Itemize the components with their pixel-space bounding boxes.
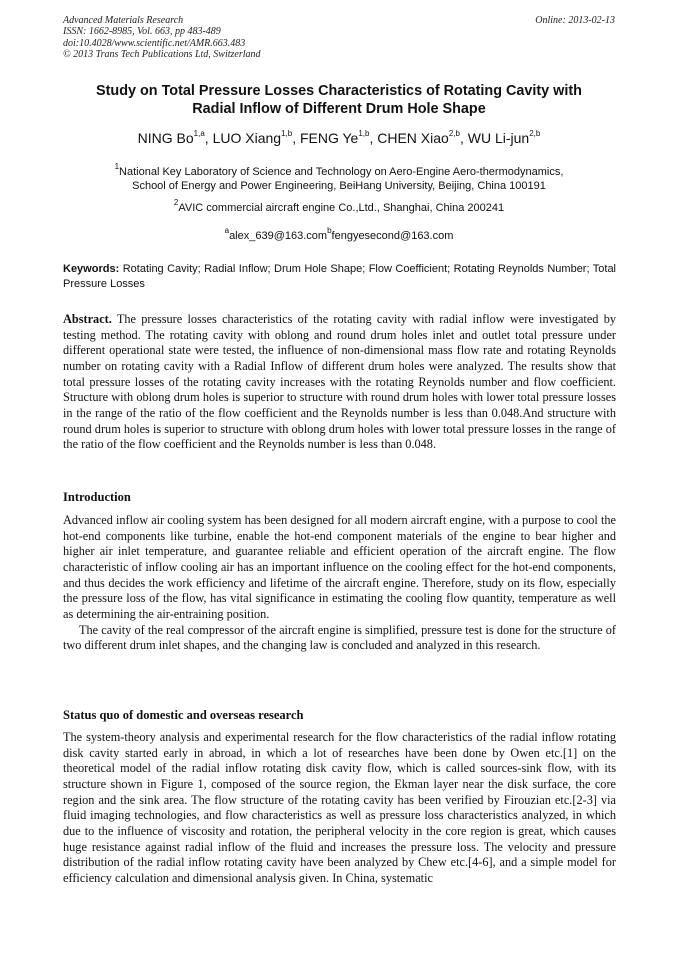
- abstract-text: The pressure losses characteristics of the rotating cavity with radial inflow were investigated by testing method. The rotating cavity with oblong and round drum holes inlet and outlet total pressure under different operational state were tested, the influence of non-dimensional mass flow rate and rotating Reynolds number on rotating cavity with a Radial Inflow of different drum holes were analyzed. The results show that total pressure losses of the rotating cavity increases with the rotating Reynolds number and flow coefficient. Structure with oblong drum holes is superior to structure with round drum holes with lower total pressure losses in the range of the ratio of the flow coefficient and the Reynolds number is less than 0.048.And structure with round drum holes is superior to structure with oblong drum holes with lower total pressure losses in the range of the ratio of the flow coefficient and the Reynolds number is less than 0.048.: [63, 312, 616, 452]
- author-affiliation-mark: 2,b: [448, 129, 460, 139]
- journal-header: [63, 15, 615, 61]
- author-name: LUO Xiang: [212, 130, 282, 146]
- title-line-1: Study on Total Pressure Losses Characteristics of Rotating Cavity with: [96, 83, 582, 99]
- abstract: [63, 312, 616, 453]
- author-affiliation-mark: 1,a: [193, 129, 205, 139]
- paper-title: [40, 82, 638, 118]
- affiliation-1-line-2: School of Energy and Power Engineering, BeiHang University, Beijing, China 100191: [132, 180, 546, 193]
- email-b[interactable]: fengyesecond@163.com: [331, 230, 454, 242]
- keywords-label: Keywords:: [63, 263, 120, 275]
- author-name: FENG Ye: [299, 130, 359, 146]
- author-list: [40, 129, 638, 147]
- introduction-body: [63, 513, 616, 654]
- introduction-paragraph-2: The cavity of the real compressor of the aircraft engine is simplified, pressure test is done for the structure of two different drum inlet shapes, and the changing law is concluded and analyzed in this research.: [63, 622, 616, 653]
- affiliation-mark: 2: [173, 198, 179, 208]
- copyright-line: © 2013 Trans Tech Publications Ltd, Switzerland: [63, 49, 261, 61]
- author-emails: [40, 226, 638, 243]
- affiliation-2-text: AVIC commercial aircraft engine Co.,Ltd., Shanghai, China 200241: [178, 202, 505, 214]
- affiliation-mark: 1: [114, 162, 120, 172]
- author-separator: ,: [204, 130, 213, 146]
- introduction-heading: Introduction: [63, 490, 131, 504]
- email-mark: a: [224, 226, 230, 236]
- journal-name: Advanced Materials Research: [63, 15, 184, 26]
- online-date: Online: 2013-02-13: [535, 15, 615, 26]
- author-affiliation-mark: 1,b: [358, 129, 370, 139]
- status-quo-body: [63, 730, 616, 887]
- issn-line: ISSN: 1662-8985, Vol. 663, pp 483-489: [63, 26, 221, 38]
- abstract-label: Abstract.: [63, 312, 112, 326]
- doi-line[interactable]: doi:10.4028/www.scientific.net/AMR.663.483: [63, 37, 246, 49]
- status-quo-heading: Status quo of domestic and overseas research: [63, 708, 304, 722]
- author-separator: ,: [459, 130, 468, 146]
- email-mark: b: [327, 226, 332, 236]
- title-line-2: Radial Inflow of Different Drum Hole Shape: [192, 101, 486, 117]
- keywords-text: Rotating Cavity; Radial Inflow; Drum Hole Shape; Flow Coefficient; Rotating Reynolds Number; Total Pressure Losses: [63, 263, 617, 290]
- author-name: CHEN Xiao: [377, 130, 449, 146]
- author-separator: ,: [369, 130, 378, 146]
- author-separator: ,: [292, 130, 300, 146]
- affiliation-2: [40, 198, 638, 215]
- author-name: NING Bo: [137, 130, 194, 146]
- affiliation-1-line-1: National Key Laboratory of Science and Technology on Aero-Engine Aero-thermodynamics,: [119, 166, 564, 178]
- affiliation-1: [40, 162, 638, 193]
- author-affiliation-mark: 1,b: [281, 129, 293, 139]
- author-name: WU Li-jun: [467, 130, 530, 146]
- email-a[interactable]: alex_639@163.com: [229, 230, 328, 242]
- keywords: [63, 262, 616, 292]
- author-affiliation-mark: 2,b: [529, 129, 541, 139]
- introduction-paragraph-1: Advanced inflow air cooling system has been designed for all modern aircraft engine, with a purpose to cool the hot-end components like turbine, enable the hot-end component materials of the engine to bear higher and higher air inlet temperature, and guarantee reliable and efficient operation of the aircraft engine. The flow characteristic of inflow cooling air has an important influence on the cooling effect for the hot-end components, and thus decides the work efficiency and lifetime of the aircraft engine. Therefore, study on its flow, especially the pressure loss of the flow, has vital significance in estimating the cooling flow quantity, temperature as well as determining the air-entraining position.: [63, 513, 616, 621]
- status-quo-paragraph-1: The system-theory analysis and experimental research for the flow characteristics of the radial inflow rotating disk cavity started early in abroad, in which a lot of researches have been done by Owen etc.[1] on the theoretical model of the radial inflow rotating disk cavity flow, which is called sources-sink flow, with its structure shown in Figure 1, composed of the source region, the Ekman layer near the disk surface, the core region and the sink area. The flow structure of the rotating cavity has been verified by Firouzian etc.[2-3] via fluid imaging technologies, and flow characteristics as well as pressure loss characteristics analyzed, in which due to the influence of viscosity and rotation, the peripheral velocity in the core region is great, which causes huge resistance against radial inflow of the fluid and increases the pressure loss. The velocity and pressure distribution of the radial inflow rotating cavity have been analyzed by Chew etc.[4-6], and a simple model for efficiency calculation and dimensional analysis given. In China, systematic: [63, 730, 616, 885]
